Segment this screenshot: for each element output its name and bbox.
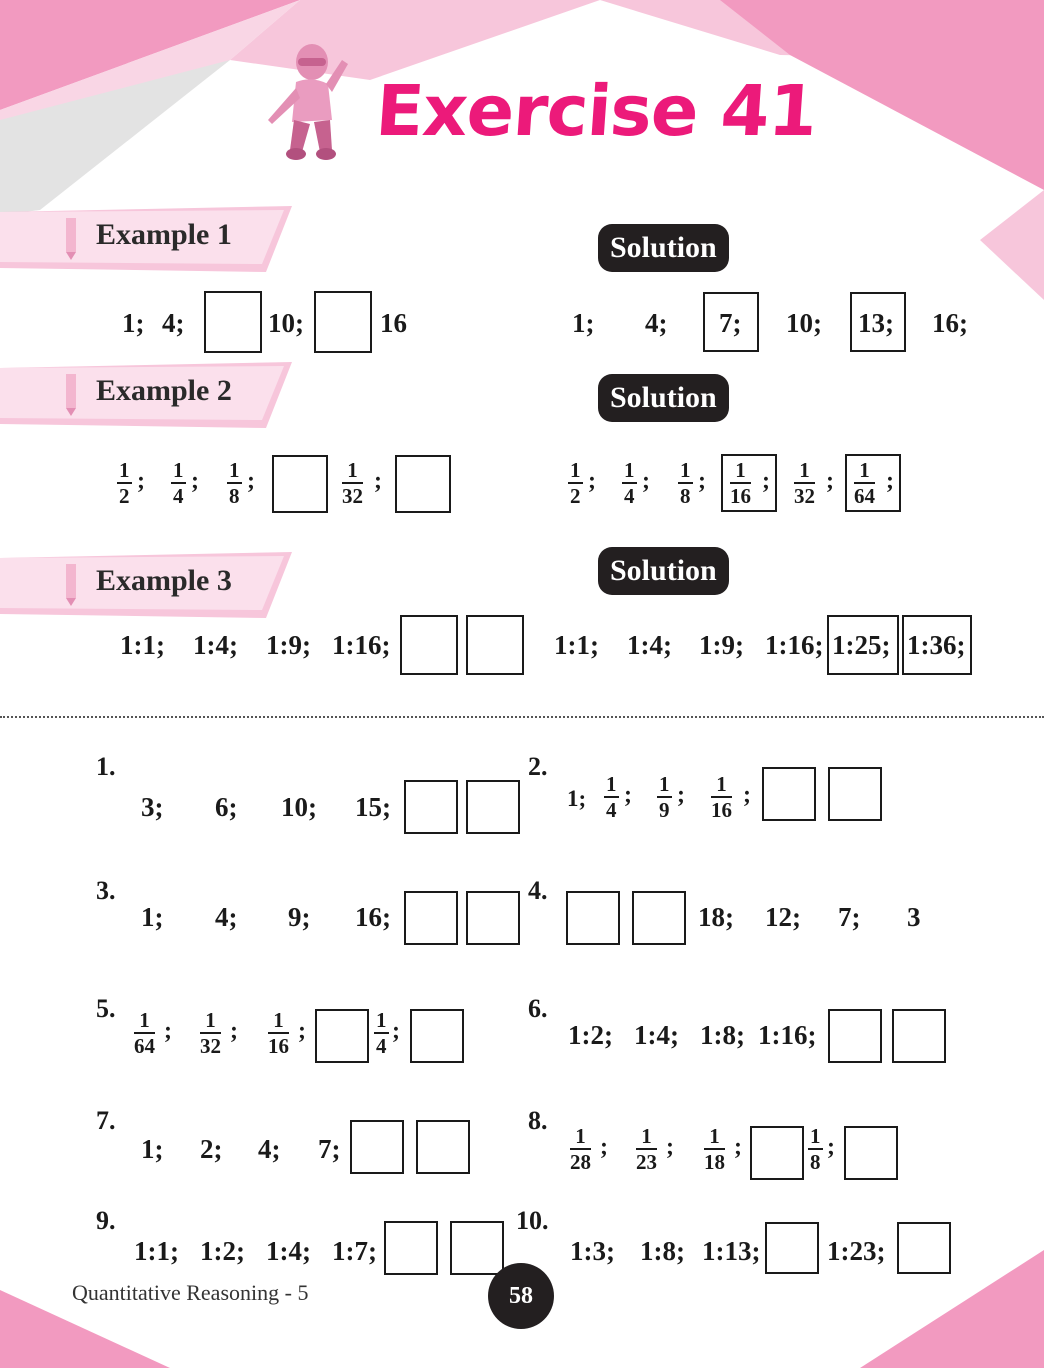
example-1-label: Example 1 (96, 218, 232, 251)
problem-fraction: $\frac{1}{16}$ (268, 1008, 289, 1058)
problem-number: 4. (528, 876, 548, 905)
problem-term: 1; (567, 786, 587, 811)
problem-term: 18; (698, 902, 734, 932)
ex2-solution-fraction: $\frac{1}{8}$ (680, 458, 691, 508)
problem-term: 7; (838, 902, 861, 932)
problem-number: 2. (528, 752, 548, 781)
semicolon: ; (392, 1018, 400, 1044)
semicolon: ; (827, 1134, 835, 1160)
semicolon: ; (230, 1018, 238, 1044)
problem-term: 1; (141, 1134, 164, 1164)
ex3-solution-term: 1:16; (765, 630, 824, 660)
answer-box[interactable] (828, 767, 882, 821)
ex1-solution-term: 4; (645, 308, 668, 338)
pencil-icon (60, 560, 82, 606)
problem-number: 5. (96, 994, 116, 1023)
ex1-solution-term: 10; (786, 308, 822, 338)
answer-box[interactable] (566, 891, 620, 945)
problem-term: 7; (318, 1134, 341, 1164)
problem-term: 12; (765, 902, 801, 932)
answer-box[interactable] (762, 767, 816, 821)
example-2-label: Example 2 (96, 374, 232, 407)
girl-mascot-icon (262, 40, 352, 165)
problem-fraction: $\frac{1}{64}$ (134, 1008, 155, 1058)
ex1-term: 1; (122, 308, 145, 338)
section-divider (0, 716, 1044, 718)
problem-term: 1:3; (570, 1236, 615, 1266)
ex1-term: 4; (162, 308, 185, 338)
answer-box[interactable] (410, 1009, 464, 1063)
problem-number: 7. (96, 1106, 116, 1135)
pencil-icon (60, 214, 82, 260)
answer-box[interactable] (404, 891, 458, 945)
semicolon: ; (666, 1134, 674, 1160)
semicolon: ; (743, 782, 751, 808)
problem-term: 1; (141, 902, 164, 932)
solution-badge-3: Solution (598, 547, 729, 595)
problem-number: 8. (528, 1106, 548, 1135)
answer-box[interactable] (765, 1222, 819, 1274)
solution-badge-2: Solution (598, 374, 729, 422)
semicolon: ; (137, 468, 145, 494)
answer-box[interactable] (404, 780, 458, 834)
ex2-solution-fraction: $\frac{1}{4}$ (624, 458, 635, 508)
answer-box[interactable] (450, 1221, 504, 1275)
semicolon: ; (298, 1018, 306, 1044)
problem-term: 4; (215, 902, 238, 932)
ex2-solution-fraction: $\frac{1}{16}$ (730, 458, 751, 508)
problem-term: 15; (355, 792, 391, 822)
semicolon: ; (698, 468, 706, 494)
semicolon: ; (588, 468, 596, 494)
problem-term: 6; (215, 792, 238, 822)
problem-term: 9; (288, 902, 311, 932)
problem-number: 1. (96, 752, 116, 781)
answer-box[interactable] (466, 780, 520, 834)
problem-fraction: $\frac{1}{23}$ (636, 1124, 657, 1174)
ex2-fraction: $\frac{1}{32}$ (342, 458, 363, 508)
semicolon: ; (164, 1018, 172, 1044)
problem-term: 1:23; (827, 1236, 886, 1266)
ex2-answer-box[interactable] (272, 455, 328, 513)
problem-term: 16; (355, 902, 391, 932)
problem-term: 1:2; (568, 1020, 613, 1050)
problem-term: 1:8; (640, 1236, 685, 1266)
problem-number: 6. (528, 994, 548, 1023)
answer-box[interactable] (466, 891, 520, 945)
ex1-answer-box[interactable] (204, 291, 262, 353)
problem-term: 2; (200, 1134, 223, 1164)
ex1-solution-term: 1; (572, 308, 595, 338)
problem-term: 4; (258, 1134, 281, 1164)
problem-number: 3. (96, 876, 116, 905)
solution-badge-1: Solution (598, 224, 729, 272)
example-3-label: Example 3 (96, 564, 232, 597)
ex2-fraction: $\frac{1}{8}$ (229, 458, 240, 508)
ex3-solution-term: 1:25; (832, 630, 891, 660)
ex3-solution-term: 1:4; (627, 630, 672, 660)
ex3-answer-box[interactable] (400, 615, 458, 675)
semicolon: ; (642, 468, 650, 494)
answer-box[interactable] (350, 1120, 404, 1174)
answer-box[interactable] (315, 1009, 369, 1063)
page-number: 58 (488, 1263, 554, 1329)
answer-box[interactable] (897, 1222, 951, 1274)
ex1-term: 10; (268, 308, 304, 338)
problem-fraction: $\frac{1}{4}$ (376, 1008, 387, 1058)
book-title-footer: Quantitative Reasoning - 5 (72, 1280, 309, 1305)
semicolon: ; (826, 468, 834, 494)
ex1-solution-term: 16; (932, 308, 968, 338)
problem-term: 1:4; (634, 1020, 679, 1050)
problem-fraction: $\frac{1}{8}$ (810, 1124, 821, 1174)
answer-box[interactable] (844, 1126, 898, 1180)
answer-box[interactable] (828, 1009, 882, 1063)
pencil-icon (60, 370, 82, 416)
ex2-fraction: $\frac{1}{4}$ (173, 458, 184, 508)
ex3-term: 1:16; (332, 630, 391, 660)
problem-term: 1:16; (758, 1020, 817, 1050)
page-title: Exercise 41 (373, 70, 820, 152)
semicolon: ; (600, 1134, 608, 1160)
ex3-term: 1:9; (266, 630, 311, 660)
problem-fraction: $\frac{1}{4}$ (606, 772, 617, 822)
problem-term: 3; (141, 792, 164, 822)
semicolon: ; (677, 782, 685, 808)
ex3-solution-term: 1:36; (907, 630, 966, 660)
problem-fraction: $\frac{1}{32}$ (200, 1008, 221, 1058)
semicolon: ; (191, 468, 199, 494)
problem-term: 1:4; (266, 1236, 311, 1266)
ex1-term: 16 (380, 308, 407, 338)
ex3-answer-box[interactable] (466, 615, 524, 675)
semicolon: ; (734, 1134, 742, 1160)
semicolon: ; (374, 468, 382, 494)
problem-term: 1:8; (700, 1020, 745, 1050)
problem-term: 3 (907, 902, 921, 932)
semicolon: ; (886, 468, 894, 494)
problem-fraction: $\frac{1}{28}$ (570, 1124, 591, 1174)
answer-box[interactable] (416, 1120, 470, 1174)
problem-fraction: $\frac{1}{18}$ (704, 1124, 725, 1174)
answer-box[interactable] (384, 1221, 438, 1275)
ex2-solution-fraction: $\frac{1}{64}$ (854, 458, 875, 508)
ex2-fraction: $\frac{1}{2}$ (119, 458, 130, 508)
ex3-solution-term: 1:9; (699, 630, 744, 660)
ex2-solution-fraction: $\frac{1}{2}$ (570, 458, 581, 508)
ex1-answer-box[interactable] (314, 291, 372, 353)
semicolon: ; (624, 782, 632, 808)
problem-number: 10. (516, 1206, 549, 1235)
problem-number: 9. (96, 1206, 116, 1235)
problem-term: 10; (281, 792, 317, 822)
semicolon: ; (247, 468, 255, 494)
ex1-solution-term: 13; (858, 308, 894, 338)
ex3-solution-term: 1:1; (554, 630, 599, 660)
ex3-term: 1:4; (193, 630, 238, 660)
answer-box[interactable] (750, 1126, 804, 1180)
ex2-solution-fraction: $\frac{1}{32}$ (794, 458, 815, 508)
answer-box[interactable] (632, 891, 686, 945)
ex3-term: 1:1; (120, 630, 165, 660)
ex1-solution-term: 7; (719, 308, 742, 338)
problem-fraction: $\frac{1}{9}$ (659, 772, 670, 822)
semicolon: ; (762, 468, 770, 494)
problem-term: 1:1; (134, 1236, 179, 1266)
answer-box[interactable] (892, 1009, 946, 1063)
ex2-answer-box[interactable] (395, 455, 451, 513)
problem-term: 1:7; (332, 1236, 377, 1266)
problem-term: 1:13; (702, 1236, 761, 1266)
problem-term: 1:2; (200, 1236, 245, 1266)
problem-fraction: $\frac{1}{16}$ (711, 772, 732, 822)
